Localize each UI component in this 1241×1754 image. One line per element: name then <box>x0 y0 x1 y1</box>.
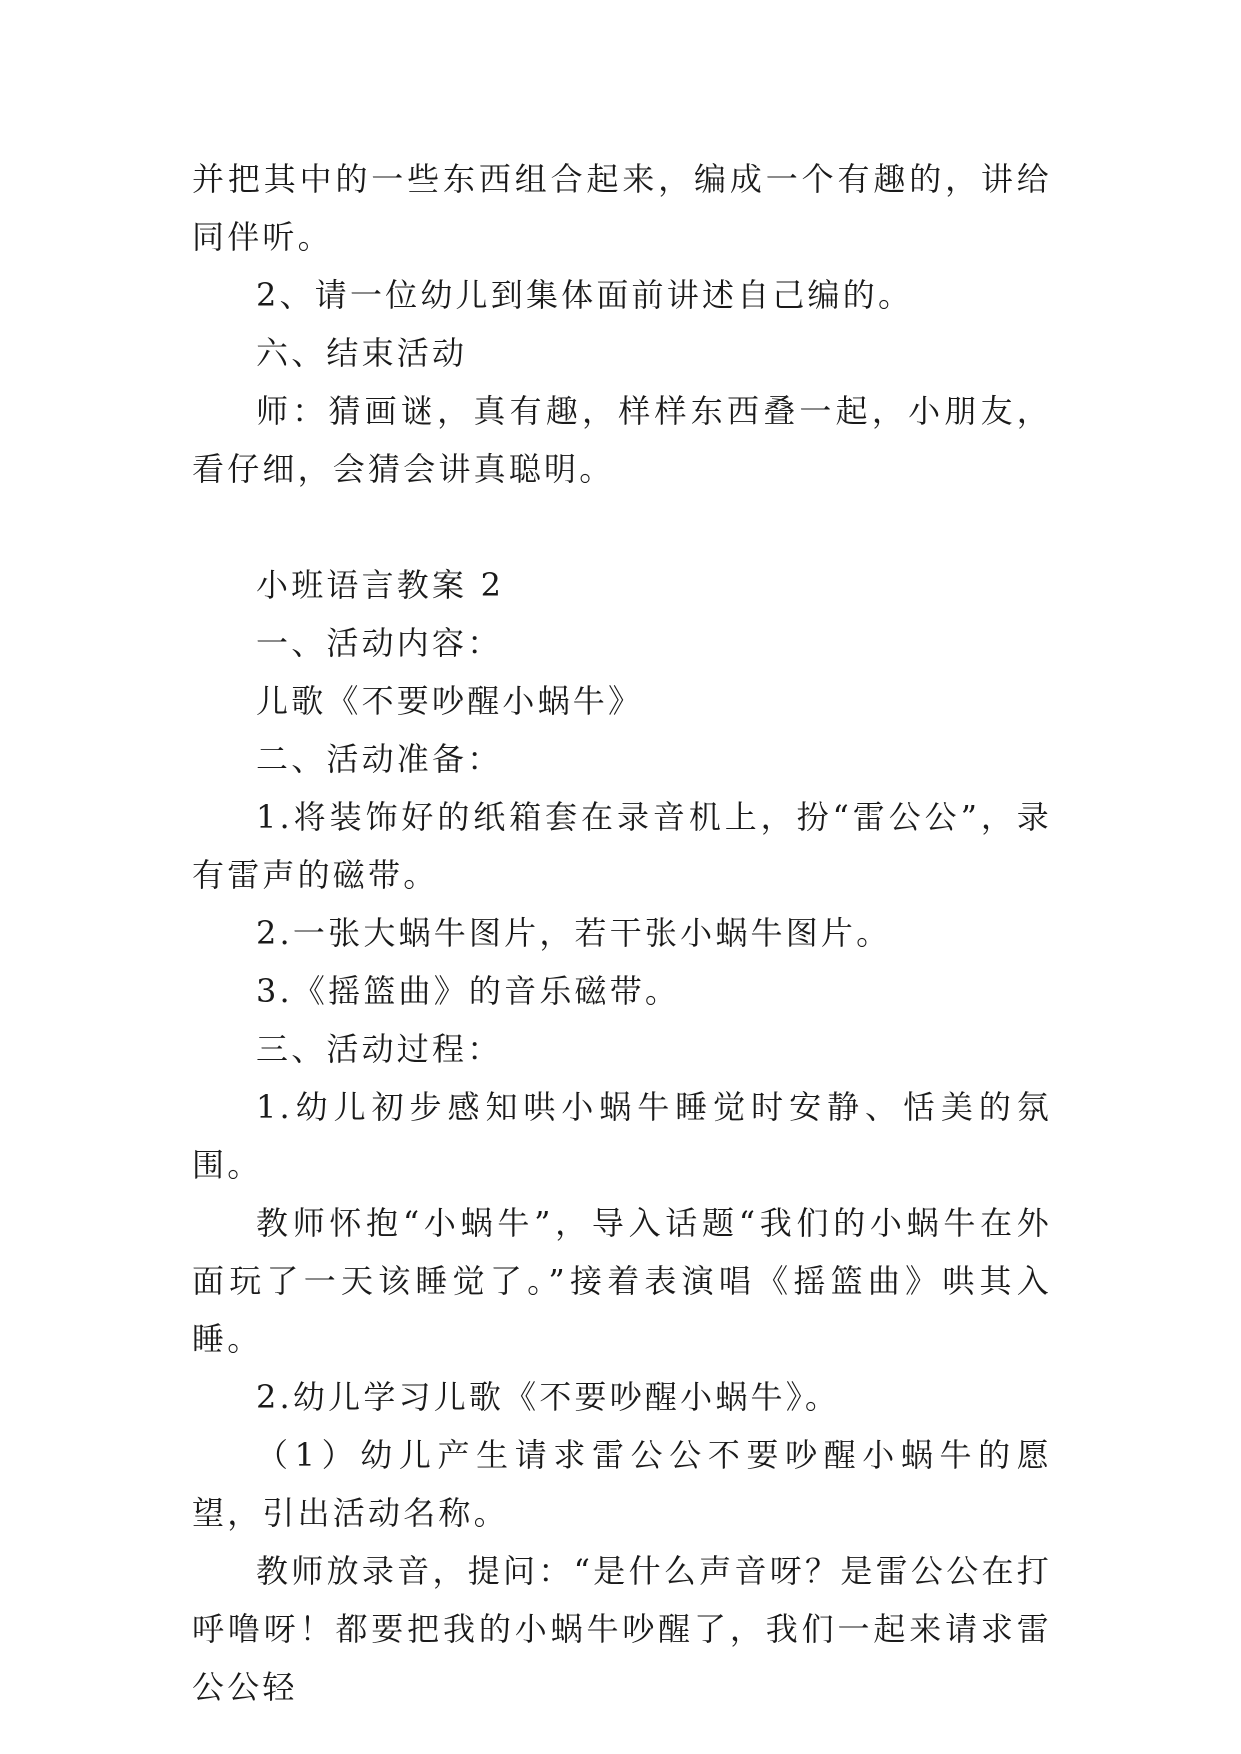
paragraph: 1.将装饰好的纸箱套在录音机上，扮“雷公公”，录有雷声的磁带。 <box>192 798 1052 894</box>
document-body <box>192 150 1052 1716</box>
paragraph: 教师怀抱“小蜗牛”，导入话题“我们的小蜗牛在外面玩了一天该睡觉了。”接着表演唱《摇篮曲》哄其入睡。 <box>192 1204 1052 1358</box>
section-title: 小班语言教案 2 <box>256 566 505 604</box>
paragraph: 一、活动内容： <box>256 624 503 662</box>
paragraph: 二、活动准备： <box>256 740 503 778</box>
top-paragraphs <box>192 150 1052 498</box>
paragraph: 六、结束活动 <box>256 334 468 372</box>
bottom-paragraphs <box>192 614 1052 1716</box>
paragraph: 2、请一位幼儿到集体面前讲述自己编的。 <box>256 276 914 314</box>
paragraph: 并把其中的一些东西组合起来，编成一个有趣的，讲给同伴听。 <box>192 160 1052 256</box>
paragraph: 教师放录音，提问：“是什么声音呀？是雷公公在打呼噜呀！都要把我的小蜗牛吵醒了，我们一起来请求雷公公轻 <box>192 1552 1052 1706</box>
paragraph: 3.《摇篮曲》的音乐磁带。 <box>256 972 681 1010</box>
paragraph: 儿歌《不要吵醒小蜗牛》 <box>256 682 644 720</box>
paragraph: 2.一张大蜗牛图片，若干张小蜗牛图片。 <box>256 914 892 952</box>
paragraph: 2.幼儿学习儿歌《不要吵醒小蜗牛》。 <box>256 1378 841 1416</box>
paragraph: 师：猜画谜，真有趣，样样东西叠一起，小朋友，看仔细，会猜会讲真聪明。 <box>192 392 1052 488</box>
paragraph: 三、活动过程： <box>256 1030 503 1068</box>
paragraph: （1）幼儿产生请求雷公公不要吵醒小蜗牛的愿望，引出活动名称。 <box>192 1436 1052 1532</box>
section-gap <box>192 498 1052 556</box>
paragraph: 1.幼儿初步感知哄小蜗牛睡觉时安静、恬美的氛围。 <box>192 1088 1052 1184</box>
